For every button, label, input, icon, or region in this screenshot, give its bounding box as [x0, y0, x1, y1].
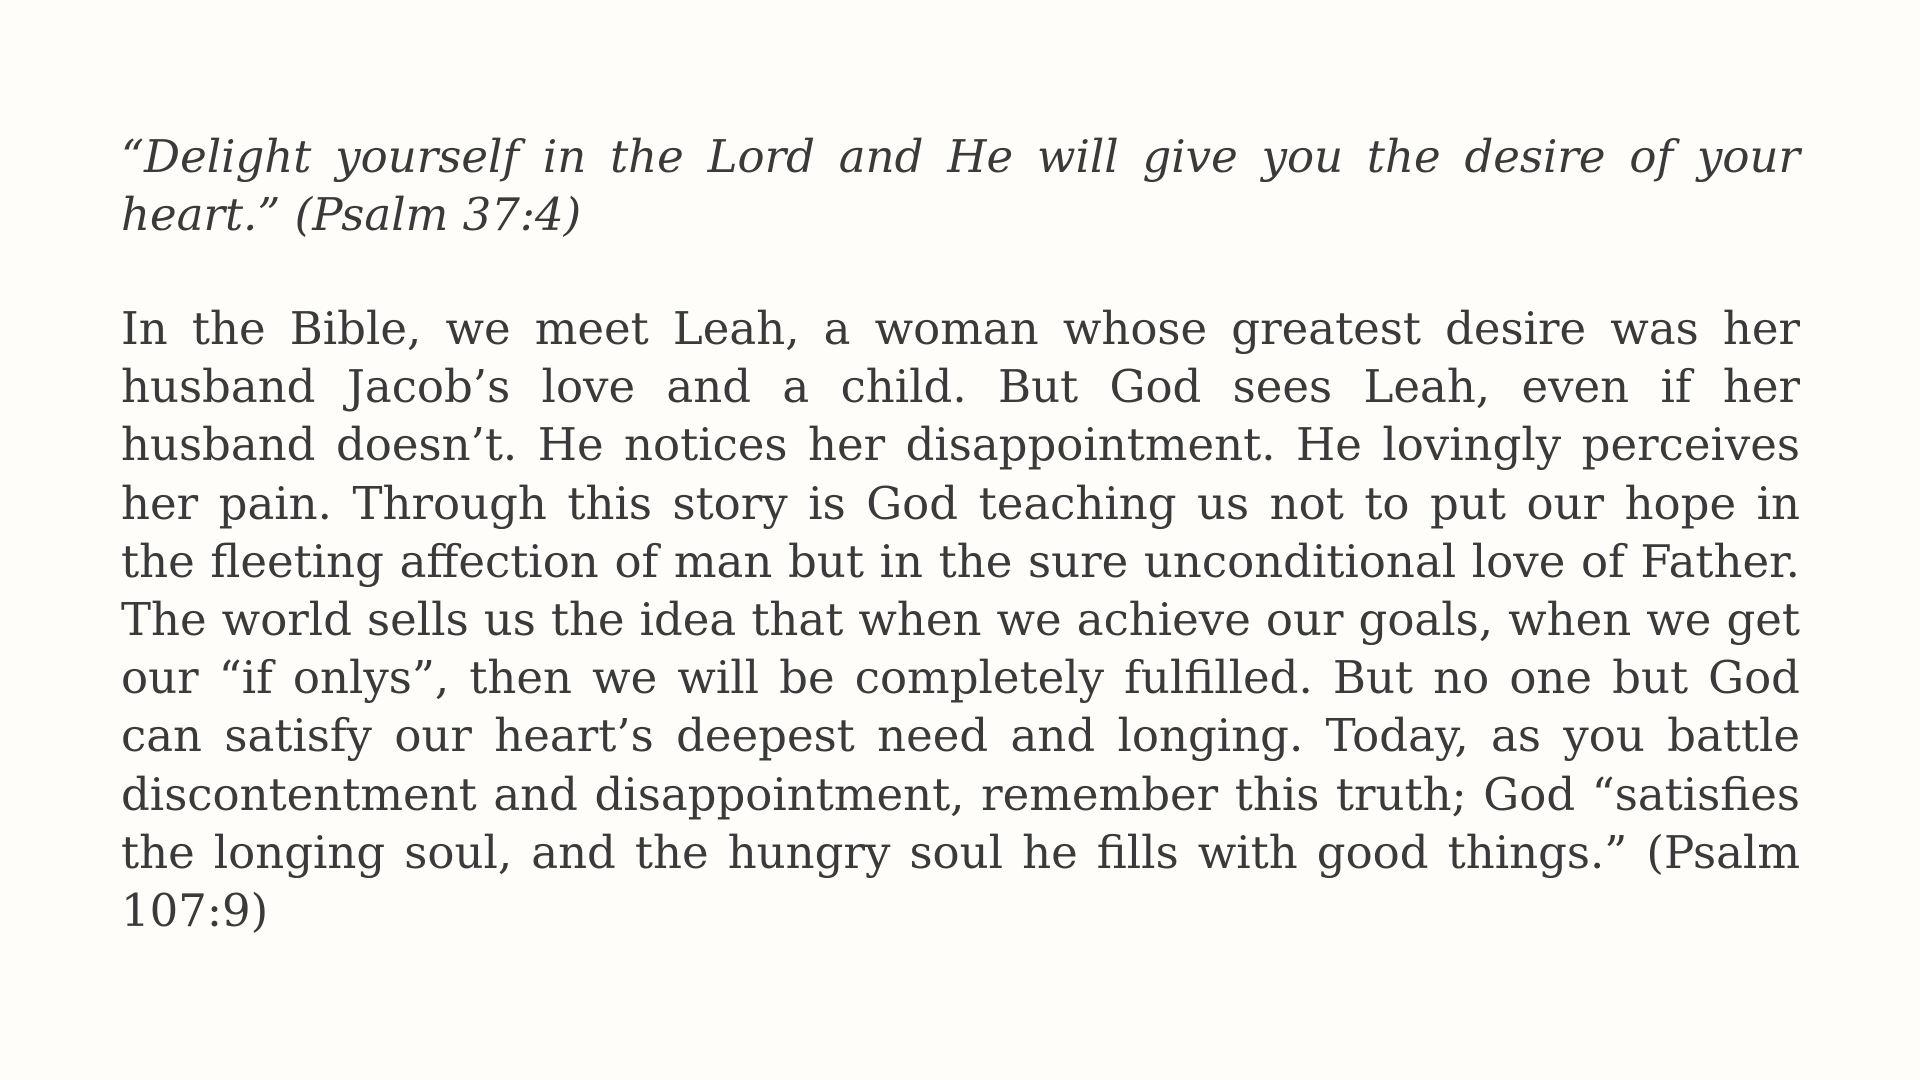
devotional-body: In the Bible, we meet Leah, a woman whose greatest desire was her husband Jacob’s love and a child. But God sees Leah, even if her husband doesn’t. He notices her disappointment. He lovingly perceives her pain. Through this story is God teaching us not to put our hope in the fleeting affection of man but in the sure unconditional love of Father. The world sells us the idea that when we achieve our goals, when we get our “if onlys”, then we will be completely fulfilled. But no one but God can satisfy our heart’s deepest need and longing. Today, as you battle discontentment and disappointment, remember this truth; God “satisfies the longing soul, and the hungry soul he fills with good things.” (Psalm 107:9)	[121, 302, 1800, 938]
devotional-content	[121, 128, 1800, 940]
scripture-verse: “Delight yourself in the Lord and He will give you the desire of your heart.” (Psalm 37:4)	[121, 130, 1800, 241]
